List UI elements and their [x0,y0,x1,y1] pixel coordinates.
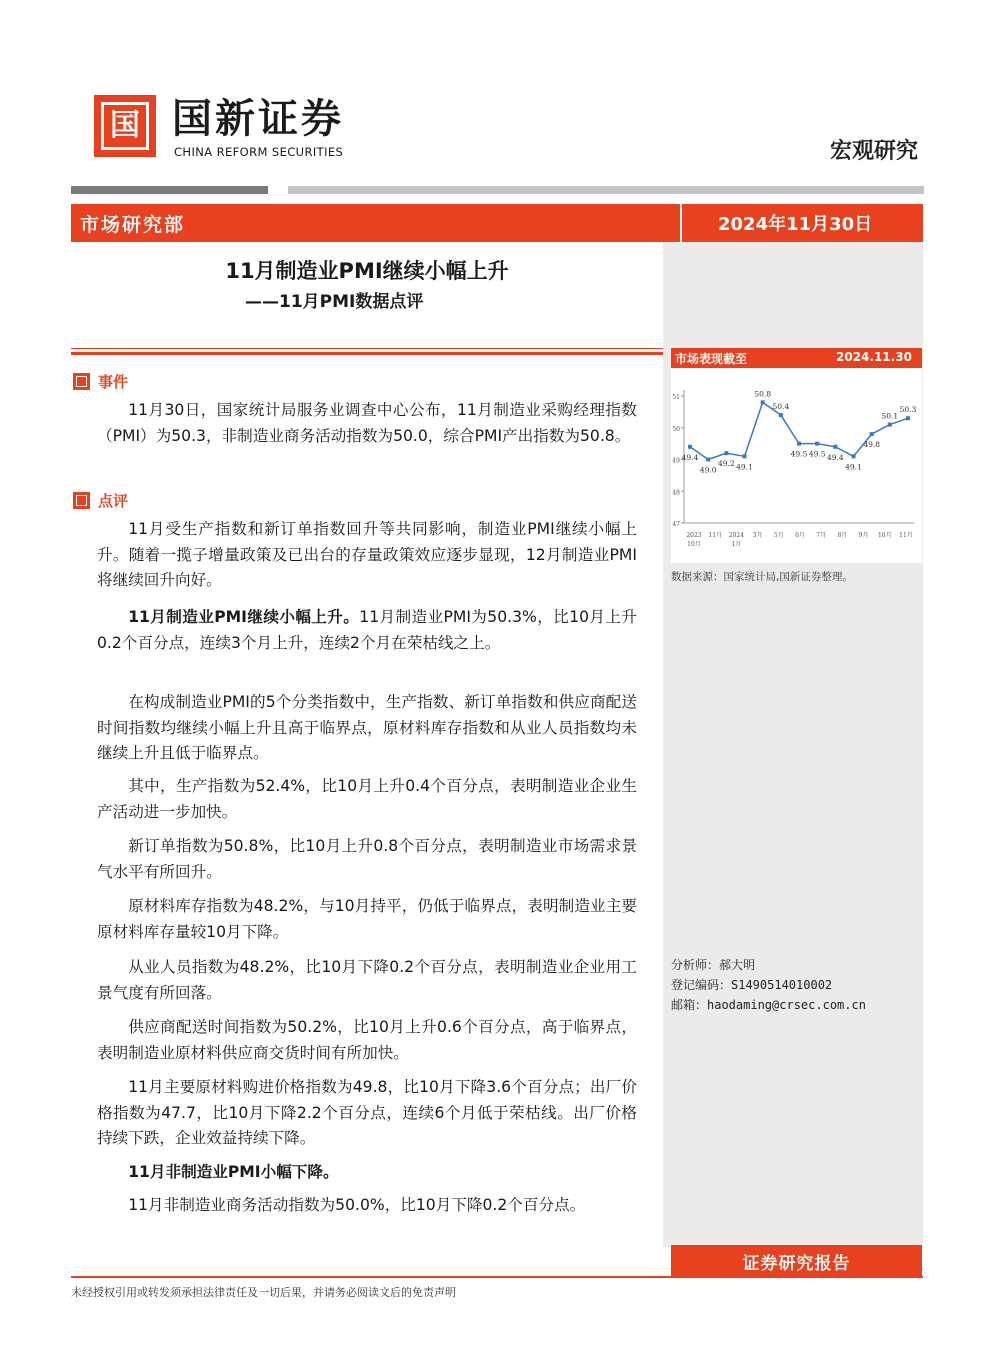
pmi-data-point [888,423,892,427]
pmi-data-label: 49.4 [681,452,699,462]
section-event-icon [73,373,90,390]
pmi-data-label: 49.5 [790,449,808,459]
x-tick-label: 5月 [773,532,784,539]
pmi-data-point [761,400,765,404]
paragraph-2-lead: 11月制造业PMI继续小幅上升。 [128,608,360,626]
pmi-data-label: 49.8 [863,440,881,450]
x-tick-label: 2024 [728,532,745,539]
pmi-data-point [870,432,874,436]
analyst-registration: 登记编码：S1490514010002 [671,978,833,992]
pmi-data-point [779,413,783,417]
pmi-data-label: 49.1 [736,462,753,472]
logo-glyph: 国 [101,102,149,150]
pmi-data-point [852,454,856,458]
pmi-data-label: 50.4 [772,402,790,412]
pmi-line-chart [671,368,922,563]
section-comment-icon [73,492,90,509]
paragraph-2-body: 11月制造业PMI为50.3%，比10月上升0.2个百分点，连续3个月上升，连续2个月在荣枯线之上。 [97,608,637,652]
pmi-data-point [706,458,710,462]
company-name-en: CHINA REFORM SECURITIES [174,145,344,159]
x-tick-label: 6月 [795,532,805,539]
footer-tag: 证券研究报告 [742,1254,851,1274]
x-tick-label: 2023 [686,532,702,539]
pmi-data-point [906,416,910,420]
chart-header-date: 2024.11.30 [836,350,912,364]
pmi-data-label: 49.2 [717,459,735,469]
comment-paragraph-4: 其中，生产指数为52.4%，比10月上升0.4个百分点，表明制造业企业生产活动进一步加快。 [97,777,637,821]
x-tick-label: 8月 [837,532,848,539]
footer-disclaimer: 未经授权引用或转发须承担法律责任及一切后果，并请务必阅读文后的免责声明 [71,1286,456,1299]
comment-paragraph-6: 原材料库存指数为48.2%，与10月持平，仍低于临界点，表明制造业主要原材料库存量较10月下降。 [97,897,637,941]
x-tick-label: 10月 [877,532,892,539]
footer-rule [71,1276,923,1278]
report-title: 11月制造业PMI继续小幅上升 [225,259,509,283]
pmi-data-point [815,442,819,446]
department-name: 市场研究部 [80,214,186,236]
pmi-data-label: 49.0 [699,465,717,475]
company-logo-mark [94,95,156,157]
event-paragraph: 11月30日，国家统计局服务业调查中心公布，11月制造业采购经理指数（PMI）为50.3，非制造业商务活动指数为50.0，综合PMI产出指数为50.8。 [97,401,637,445]
header-divider-light [288,186,924,194]
pmi-data-point [724,451,728,455]
x-tick-label: 3月 [752,532,763,539]
pmi-data-point [833,445,837,449]
x-tick-label: 10月 [687,541,701,548]
x-tick-label: 9月 [858,532,869,539]
x-tick-label: 11月 [899,532,913,539]
comment-paragraph-2 [97,605,637,656]
pmi-data-label: 49.1 [845,462,862,472]
y-tick-label: 47 [672,521,680,528]
comment-paragraph-10: 11月非制造业PMI小幅下降。 [128,1163,339,1181]
header-divider-dark [71,186,268,194]
chart-source: 数据来源：国家统计局,国新证券整理。 [671,571,853,583]
section-comment-title: 点评 [98,492,129,510]
pmi-data-label: 50.1 [881,411,899,421]
pmi-data-point [797,442,801,446]
comment-paragraph-9: 11月主要原材料购进价格指数为49.8，比10月下降3.6个百分点；出厂价格指数为47.7，比10月下降2.2个百分点，连续6个月低于荣枯线。出厂价格持续下跌，企业效益持续下降。 [97,1078,637,1147]
pmi-data-point [743,454,747,458]
comment-paragraph-7: 从业人员指数为48.2%，比10月下降0.2个百分点，表明制造业企业用工景气度有所回落。 [97,958,637,1002]
section-event-title: 事件 [98,373,129,391]
pmi-data-point [688,445,692,449]
pmi-chart-box [671,368,922,563]
y-tick-label: 50 [672,425,680,433]
comment-paragraph-8: 供应商配送时间指数为50.2%，比10月上升0.6个百分点，高于临界点，表明制造业原材料供应商交货时间有所加快。 [97,1018,637,1062]
x-tick-label: 11月 [708,532,723,539]
x-tick-label: 1月 [731,541,742,548]
x-tick-label: 7月 [816,532,827,539]
comment-paragraph-11: 11月非制造业商务活动指数为50.0%，比10月下降0.2个百分点。 [128,1196,586,1214]
pmi-data-label: 49.4 [826,452,844,462]
title-rule [71,348,663,355]
company-name-cn: 国新证券 [172,96,344,142]
analyst-name: 分析师：郝大明 [671,958,756,972]
chart-header-title: 市场表现截至 [675,352,748,366]
report-category: 宏观研究 [829,138,918,164]
comment-paragraph-1: 11月受生产指数和新订单指数回升等共同影响，制造业PMI继续小幅上升。随着一揽子增量政策及已出台的存量政策效应逐步显现，12月制造业PMI将继续回升向好。 [97,520,637,589]
pmi-data-label: 50.3 [899,405,917,415]
report-subtitle: ——11月PMI数据点评 [245,292,424,312]
comment-paragraph-5: 新订单指数为50.8%，比10月上升0.8个百分点，表明制造业市场需求景气水平有所回升。 [97,837,637,881]
y-tick-label: 51 [672,394,680,401]
department-bar-separator [680,204,682,242]
report-date: 2024年11月30日 [718,214,873,235]
comment-paragraph-3: 在构成制造业PMI的5个分类指数中，生产指数、新订单指数和供应商配送时间指数均继续小幅上升且高于临界点，原材料库存指数和从业人员指数均未继续上升且低于临界点。 [97,693,637,762]
y-tick-label: 48 [672,489,680,497]
analyst-email: 邮箱：haodaming@crsec.com.cn [671,998,866,1012]
y-tick-label: 49 [672,457,680,465]
pmi-data-label: 49.5 [808,449,826,459]
pmi-data-label: 50.8 [754,389,772,399]
